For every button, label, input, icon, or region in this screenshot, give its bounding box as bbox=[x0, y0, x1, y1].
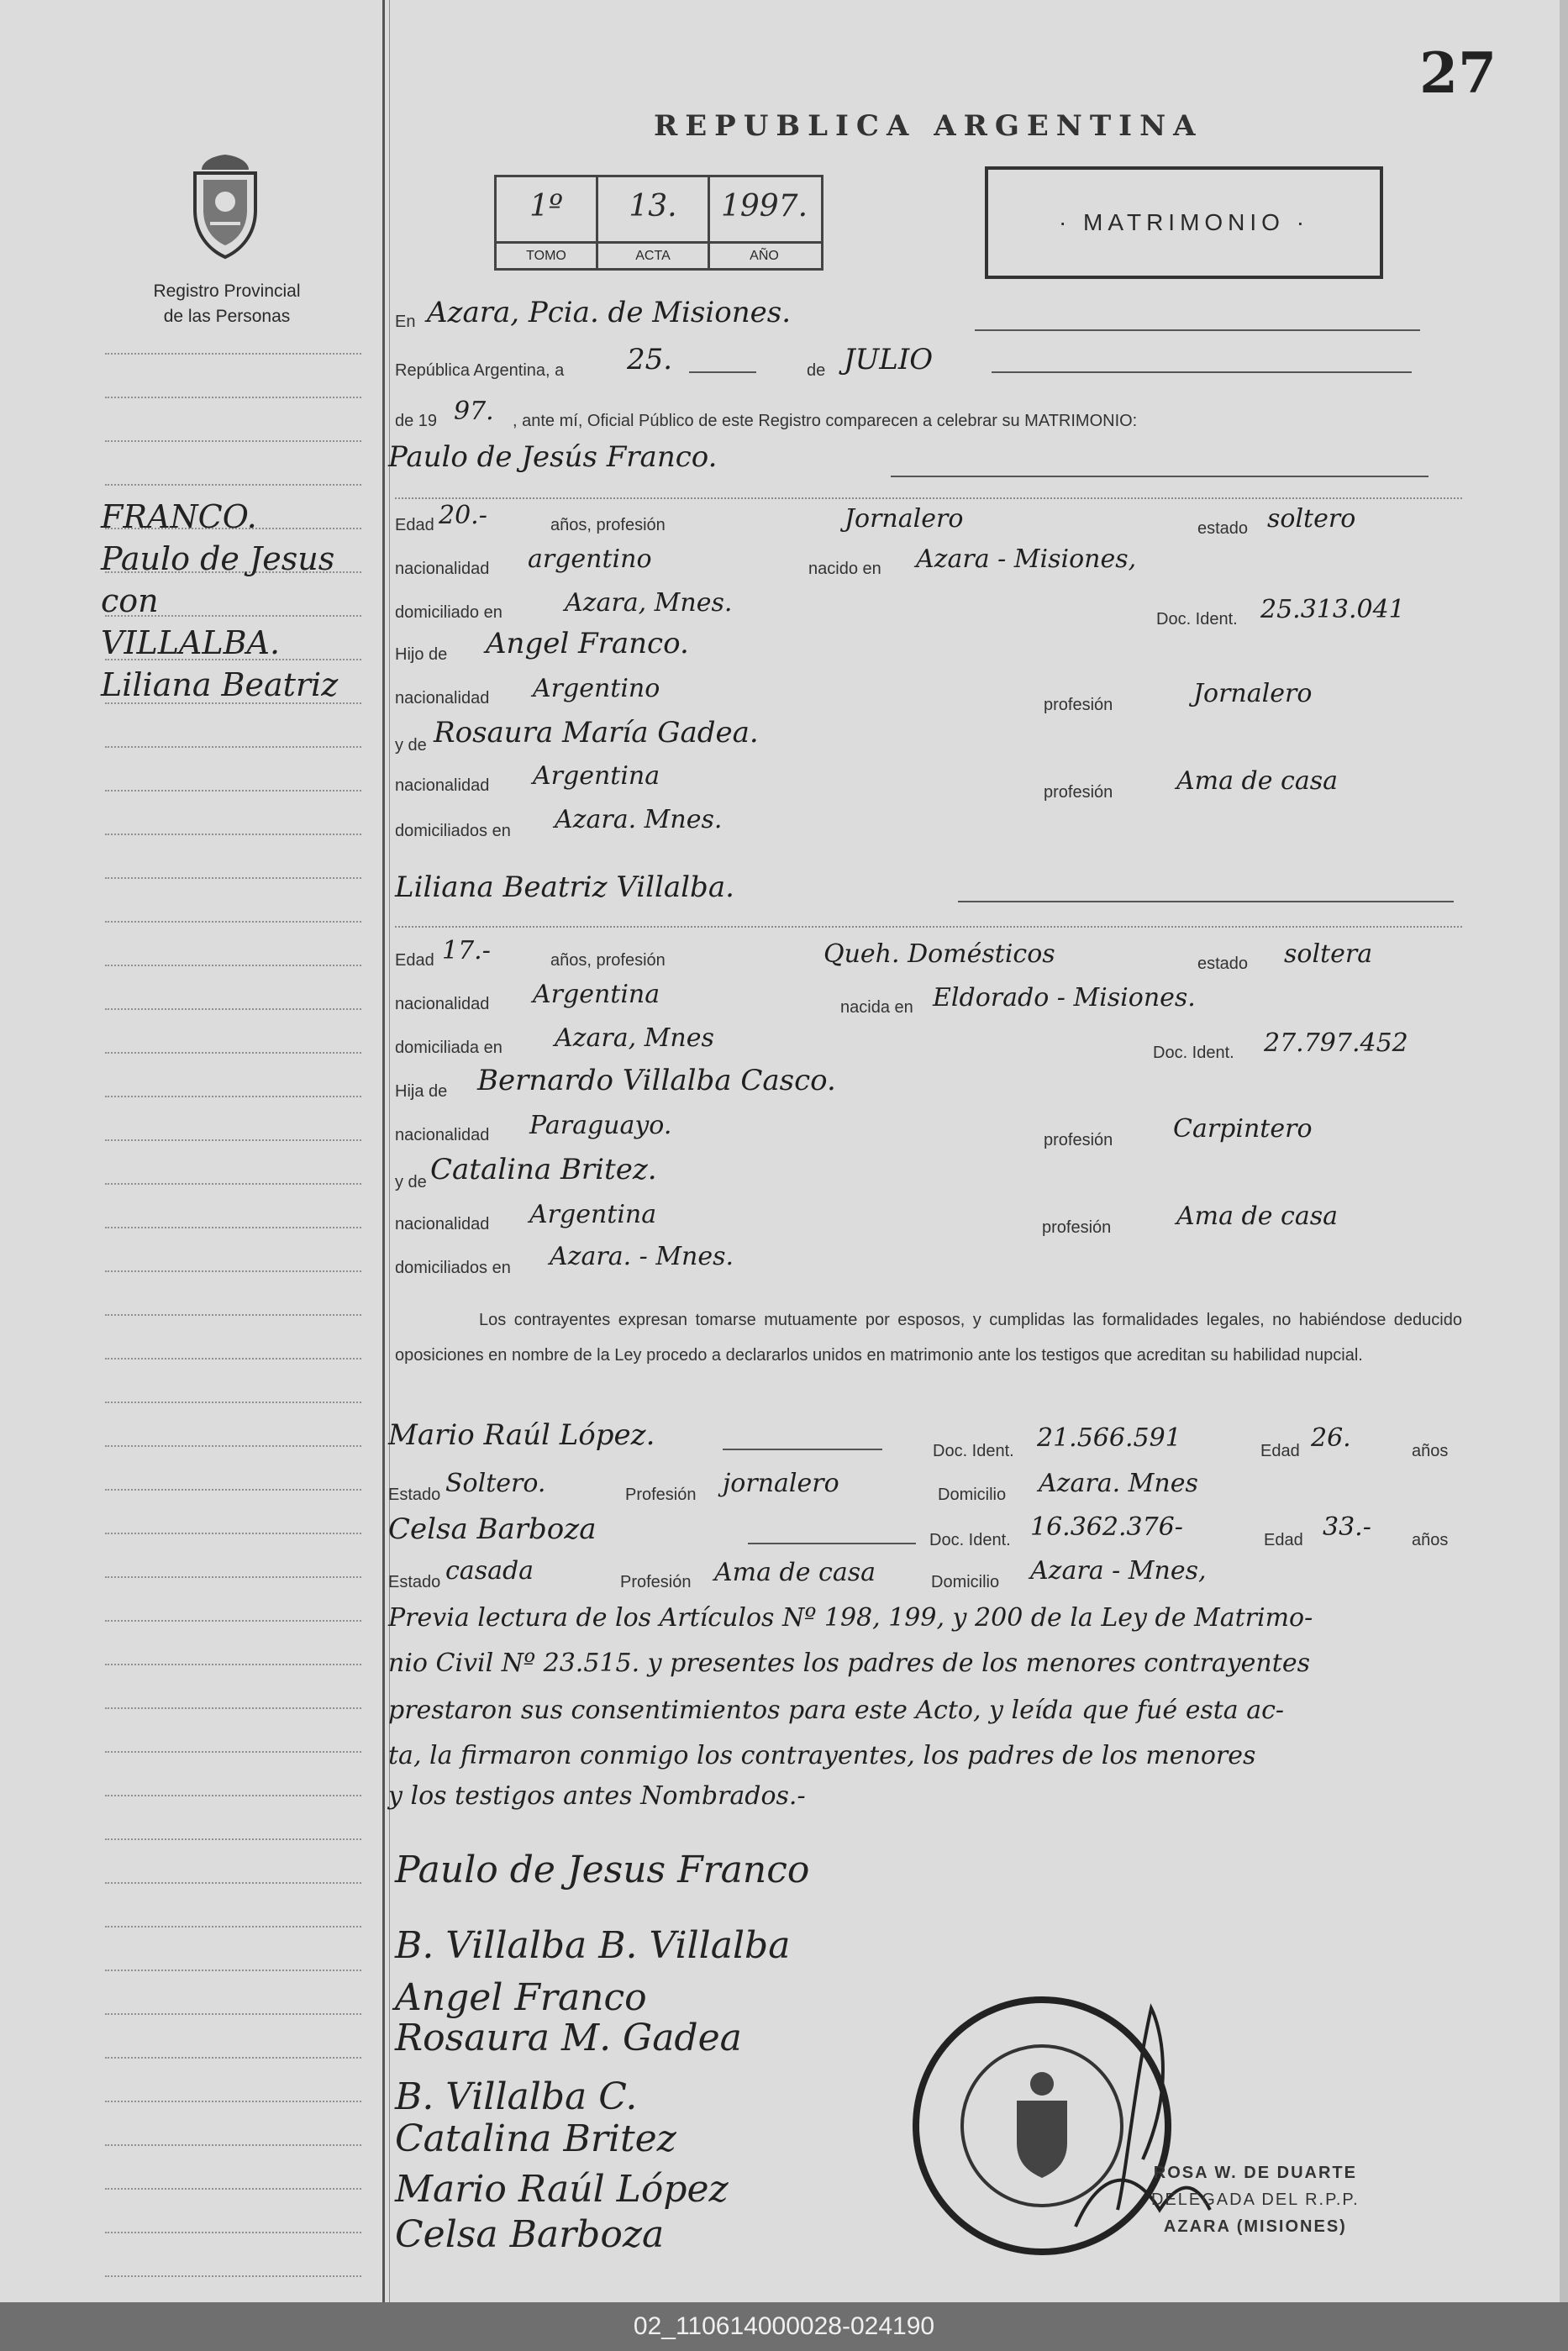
margin-dotted-line bbox=[105, 1576, 361, 1578]
groom-mother-nationality: Argentina bbox=[533, 761, 660, 791]
fill-line bbox=[891, 476, 1429, 477]
dotted-rule bbox=[395, 497, 1462, 499]
official-block bbox=[1151, 2159, 1360, 2240]
registry-name bbox=[134, 279, 319, 329]
mother-label: y de bbox=[395, 736, 427, 755]
fill-line bbox=[723, 1449, 882, 1450]
fill-line bbox=[975, 329, 1420, 331]
years-label: años bbox=[1412, 1531, 1449, 1549]
note-line: prestaron sus consentimientos para este Acto, y leída que fué esta ac- bbox=[388, 1696, 1285, 1725]
nationality-label: nacionalidad bbox=[395, 1126, 490, 1144]
witness-1-age: 26. bbox=[1311, 1423, 1351, 1453]
date-month: JULIO bbox=[844, 343, 934, 376]
margin-dotted-line bbox=[105, 1183, 361, 1185]
fill-line bbox=[958, 901, 1454, 902]
margin-dotted-line bbox=[105, 1882, 361, 1884]
bride-age: 17.- bbox=[442, 936, 491, 965]
age-label: Edad bbox=[1260, 1442, 1300, 1460]
signature-bride: B. Villalba B. Villalba bbox=[395, 1924, 791, 1967]
margin-dotted-line bbox=[105, 790, 361, 792]
bride-name: Liliana Beatriz Villalba. bbox=[395, 870, 734, 904]
father-label: Hija de bbox=[395, 1082, 448, 1101]
margin-dotted-line bbox=[105, 746, 361, 748]
doc-label: Doc. Ident. bbox=[1156, 610, 1238, 629]
born-label: nacida en bbox=[840, 998, 913, 1017]
margin-note-line: con bbox=[101, 582, 159, 619]
status-label: Estado bbox=[388, 1486, 441, 1504]
profession-label: profesión bbox=[1044, 783, 1113, 802]
margin-dotted-line bbox=[105, 2275, 361, 2277]
signature-groom-mother: Rosaura M. Gadea bbox=[395, 2017, 742, 2059]
date-year: 97. bbox=[454, 397, 494, 426]
status-label: estado bbox=[1197, 519, 1249, 538]
margin-dotted-line bbox=[105, 2013, 361, 2015]
bride-mother-profession: Ama de casa bbox=[1176, 1202, 1338, 1231]
doc-label: Doc. Ident. bbox=[933, 1442, 1014, 1460]
registry-line-1: Registro Provincial bbox=[153, 281, 301, 301]
dotted-rule bbox=[395, 926, 1462, 928]
country-title: REPUBLICA ARGENTINA bbox=[654, 109, 1203, 143]
bride-birthplace: Eldorado - Misiones. bbox=[933, 983, 1196, 1012]
margin-dotted-line bbox=[105, 1445, 361, 1447]
groom-father: Angel Franco. bbox=[486, 627, 689, 660]
born-label: nacido en bbox=[808, 560, 881, 578]
margin-dotted-line bbox=[105, 1270, 361, 1272]
groom-age: 20.- bbox=[439, 501, 487, 530]
scan-footer bbox=[0, 2302, 1568, 2351]
bride-father-profession: Carpintero bbox=[1173, 1114, 1313, 1144]
record-type: · MATRIMONIO · bbox=[1058, 209, 1310, 235]
signature-groom: Paulo de Jesus Franco bbox=[395, 1849, 810, 1891]
bride-mother: Catalina Britez. bbox=[430, 1153, 657, 1186]
provincial-seal-icon bbox=[185, 151, 266, 260]
groom-profession: Jornalero bbox=[845, 504, 964, 534]
margin-dotted-line bbox=[105, 921, 361, 923]
domicile-label: Domicilio bbox=[938, 1486, 1007, 1504]
margin-rule-inner bbox=[389, 0, 390, 2302]
ano-cell bbox=[710, 177, 818, 241]
tomo-value: 1º bbox=[529, 189, 563, 224]
witness-1-status: Soltero. bbox=[445, 1469, 546, 1498]
mother-label: y de bbox=[395, 1173, 427, 1191]
age-label: Edad bbox=[1264, 1531, 1303, 1549]
profession-label: Profesión bbox=[625, 1486, 697, 1504]
tomo-label: TOMO bbox=[497, 244, 598, 271]
domicile-label: domiciliado en bbox=[395, 603, 502, 622]
groom-mother-profession: Ama de casa bbox=[1176, 766, 1338, 796]
nationality-label: nacionalidad bbox=[395, 689, 490, 707]
bride-domicile: Azara, Mnes bbox=[555, 1023, 714, 1053]
margin-dotted-line bbox=[105, 1314, 361, 1316]
registry-line-2: de las Personas bbox=[163, 307, 291, 326]
groom-birthplace: Azara - Misiones, bbox=[916, 544, 1137, 574]
profession-label: años, profesión bbox=[550, 516, 666, 534]
profession-label: profesión bbox=[1044, 1131, 1113, 1149]
parents-domicile-label: domiciliados en bbox=[395, 1259, 511, 1277]
date-of-label: de bbox=[807, 361, 826, 380]
margin-dotted-line bbox=[105, 2144, 361, 2146]
date-suffix: , ante mí, Oficial Público de este Registro comparecen a celebrar su MATRIMONIO: bbox=[513, 412, 1138, 430]
margin-dotted-line bbox=[105, 1227, 361, 1228]
margin-dotted-line bbox=[105, 1620, 361, 1622]
margin-dotted-line bbox=[105, 1751, 361, 1753]
groom-status: soltero bbox=[1267, 504, 1356, 534]
declaration-text: Los contrayentes expresan tomarse mutuamente por esposos, y cumplidas las formalidades legales, no habiéndose deducido oposiciones en nombre de la Ley procedo a declararlos unidos en matrimonio ante los testigos que acreditan su habilidad nupcial. bbox=[395, 1311, 1462, 1365]
margin-dotted-line bbox=[105, 1139, 361, 1141]
margin-dotted-line bbox=[105, 440, 361, 442]
signature-witness-2: Celsa Barboza bbox=[395, 2213, 665, 2256]
acta-cell bbox=[598, 177, 710, 241]
bride-father-nationality: Paraguayo. bbox=[529, 1111, 672, 1140]
margin-dotted-line bbox=[105, 965, 361, 966]
margin-dotted-line bbox=[105, 877, 361, 879]
age-label: Edad bbox=[395, 951, 434, 970]
nationality-label: nacionalidad bbox=[395, 1215, 490, 1233]
status-label: estado bbox=[1197, 955, 1249, 973]
profession-label: profesión bbox=[1042, 1218, 1112, 1237]
record-labels bbox=[497, 241, 821, 271]
doc-label: Doc. Ident. bbox=[1153, 1044, 1234, 1062]
date-day: 25. bbox=[627, 343, 673, 376]
margin-dotted-line bbox=[105, 2101, 361, 2102]
witness-1-doc: 21.566.591 bbox=[1037, 1423, 1181, 1453]
nationality-label: nacionalidad bbox=[395, 560, 490, 578]
scan-id: 02_110614000028-024190 bbox=[633, 2312, 935, 2340]
record-number-box bbox=[494, 175, 823, 271]
margin-dotted-line bbox=[105, 1008, 361, 1010]
margin-dotted-line bbox=[105, 1707, 361, 1709]
nationality-label: nacionalidad bbox=[395, 776, 490, 795]
bride-parents-domicile: Azara. - Mnes. bbox=[550, 1242, 734, 1271]
fill-line bbox=[992, 371, 1412, 373]
bride-doc: 27.797.452 bbox=[1264, 1028, 1408, 1058]
groom-mother: Rosaura María Gadea. bbox=[434, 716, 759, 749]
acta-label: ACTA bbox=[598, 244, 710, 271]
margin-dotted-line bbox=[105, 1838, 361, 1840]
signature-witness-1: Mario Raúl López bbox=[395, 2168, 729, 2211]
witness-2-age: 33.- bbox=[1323, 1512, 1371, 1542]
place-label: En bbox=[395, 313, 416, 331]
note-line: ta, la firmaron conmigo los contrayentes, los padres de los menores bbox=[388, 1741, 1256, 1770]
margin-dotted-line bbox=[105, 1795, 361, 1796]
margin-dotted-line bbox=[105, 1402, 361, 1403]
margin-dotted-line bbox=[105, 1664, 361, 1665]
parents-domicile-label: domiciliados en bbox=[395, 822, 511, 840]
tomo-cell bbox=[497, 177, 598, 241]
margin-dotted-line bbox=[105, 1052, 361, 1054]
bride-status: soltera bbox=[1284, 939, 1373, 969]
witness-2-doc: 16.362.376- bbox=[1030, 1512, 1183, 1542]
official-place: AZARA (MISIONES) bbox=[1163, 2217, 1347, 2236]
record-type-box bbox=[985, 166, 1383, 279]
bride-nationality: Argentina bbox=[533, 980, 660, 1009]
fill-line bbox=[689, 371, 756, 373]
margin-note-line: VILLALBA. bbox=[101, 624, 281, 661]
fill-line bbox=[748, 1543, 916, 1544]
doc-label: Doc. Ident. bbox=[929, 1531, 1011, 1549]
bride-profession: Queh. Domésticos bbox=[823, 939, 1055, 969]
margin-dotted-line bbox=[105, 834, 361, 835]
domicile-label: domiciliada en bbox=[395, 1039, 502, 1057]
status-label: Estado bbox=[388, 1573, 441, 1591]
margin-note bbox=[101, 496, 338, 706]
domicile-label: Domicilio bbox=[931, 1573, 1000, 1591]
signature-bride-mother: Catalina Britez bbox=[395, 2117, 676, 2160]
groom-doc: 25.313.041 bbox=[1260, 595, 1405, 624]
witness-1-name: Mario Raúl López. bbox=[388, 1418, 655, 1452]
margin-dotted-line bbox=[105, 1358, 361, 1360]
groom-parents-domicile: Azara. Mnes. bbox=[555, 805, 723, 834]
margin-note-line: Paulo de Jesus bbox=[101, 540, 335, 577]
place-value: Azara, Pcia. de Misiones. bbox=[427, 296, 792, 329]
margin-dotted-line bbox=[105, 2057, 361, 2059]
witness-1-profession: jornalero bbox=[723, 1469, 839, 1498]
margin-dotted-line bbox=[105, 397, 361, 398]
date-prefix: República Argentina, a bbox=[395, 361, 565, 380]
groom-domicile: Azara, Mnes. bbox=[565, 588, 733, 618]
margin-dotted-line bbox=[105, 1533, 361, 1534]
folio-number: 27 bbox=[1419, 40, 1497, 106]
page-edge bbox=[1560, 0, 1568, 2302]
groom-father-profession: Jornalero bbox=[1193, 679, 1313, 708]
margin-dotted-line bbox=[105, 1970, 361, 1971]
groom-name: Paulo de Jesús Franco. bbox=[388, 440, 718, 474]
profession-label: años, profesión bbox=[550, 951, 666, 970]
groom-father-nationality: Argentino bbox=[533, 674, 660, 703]
margin-note-line: Liliana Beatriz bbox=[101, 666, 339, 703]
witness-2-name: Celsa Barboza bbox=[388, 1512, 597, 1546]
margin-rule bbox=[382, 0, 385, 2302]
father-label: Hijo de bbox=[395, 645, 448, 664]
witness-2-status: casada bbox=[445, 1556, 534, 1586]
margin-dotted-line bbox=[105, 1096, 361, 1097]
ano-value: 1997. bbox=[720, 189, 808, 224]
groom-nationality: argentino bbox=[528, 544, 652, 574]
bride-father: Bernardo Villalba Casco. bbox=[477, 1064, 836, 1097]
margin-dotted-line bbox=[105, 1926, 361, 1928]
date-year-prefix: de 19 bbox=[395, 412, 438, 430]
margin-dotted-line bbox=[105, 2232, 361, 2233]
profession-label: Profesión bbox=[620, 1573, 692, 1591]
margin-dotted-line bbox=[105, 484, 361, 486]
margin-note-line: FRANCO. bbox=[101, 498, 257, 535]
official-title: DELEGADA DEL R.P.P. bbox=[1151, 2191, 1360, 2209]
nationality-label: nacionalidad bbox=[395, 995, 490, 1013]
witness-2-domicile: Azara - Mnes, bbox=[1030, 1556, 1207, 1586]
signature-bride-father: B. Villalba C. bbox=[395, 2075, 638, 2118]
age-label: Edad bbox=[395, 516, 434, 534]
note-line: Previa lectura de los Artículos Nº 198, 199, y 200 de la Ley de Matrimo- bbox=[388, 1603, 1313, 1633]
witness-1-domicile: Azara. Mnes bbox=[1039, 1469, 1198, 1498]
profession-label: profesión bbox=[1044, 696, 1113, 714]
margin-dotted-line bbox=[105, 1489, 361, 1491]
years-label: años bbox=[1412, 1442, 1449, 1460]
acta-value: 13. bbox=[629, 189, 677, 224]
bride-mother-nationality: Argentina bbox=[529, 1200, 657, 1229]
signature-groom-father: Angel Franco bbox=[395, 1976, 647, 2019]
witness-2-profession: Ama de casa bbox=[714, 1558, 876, 1587]
note-line: nio Civil Nº 23.515. y presentes los padres de los menores contrayentes bbox=[388, 1649, 1310, 1678]
margin-dotted-line bbox=[105, 353, 361, 355]
official-name: ROSA W. DE DUARTE bbox=[1153, 2164, 1357, 2182]
margin-dotted-line bbox=[105, 2188, 361, 2190]
note-line: y los testigos antes Nombrados.- bbox=[388, 1781, 806, 1811]
ano-label: AÑO bbox=[750, 249, 779, 263]
